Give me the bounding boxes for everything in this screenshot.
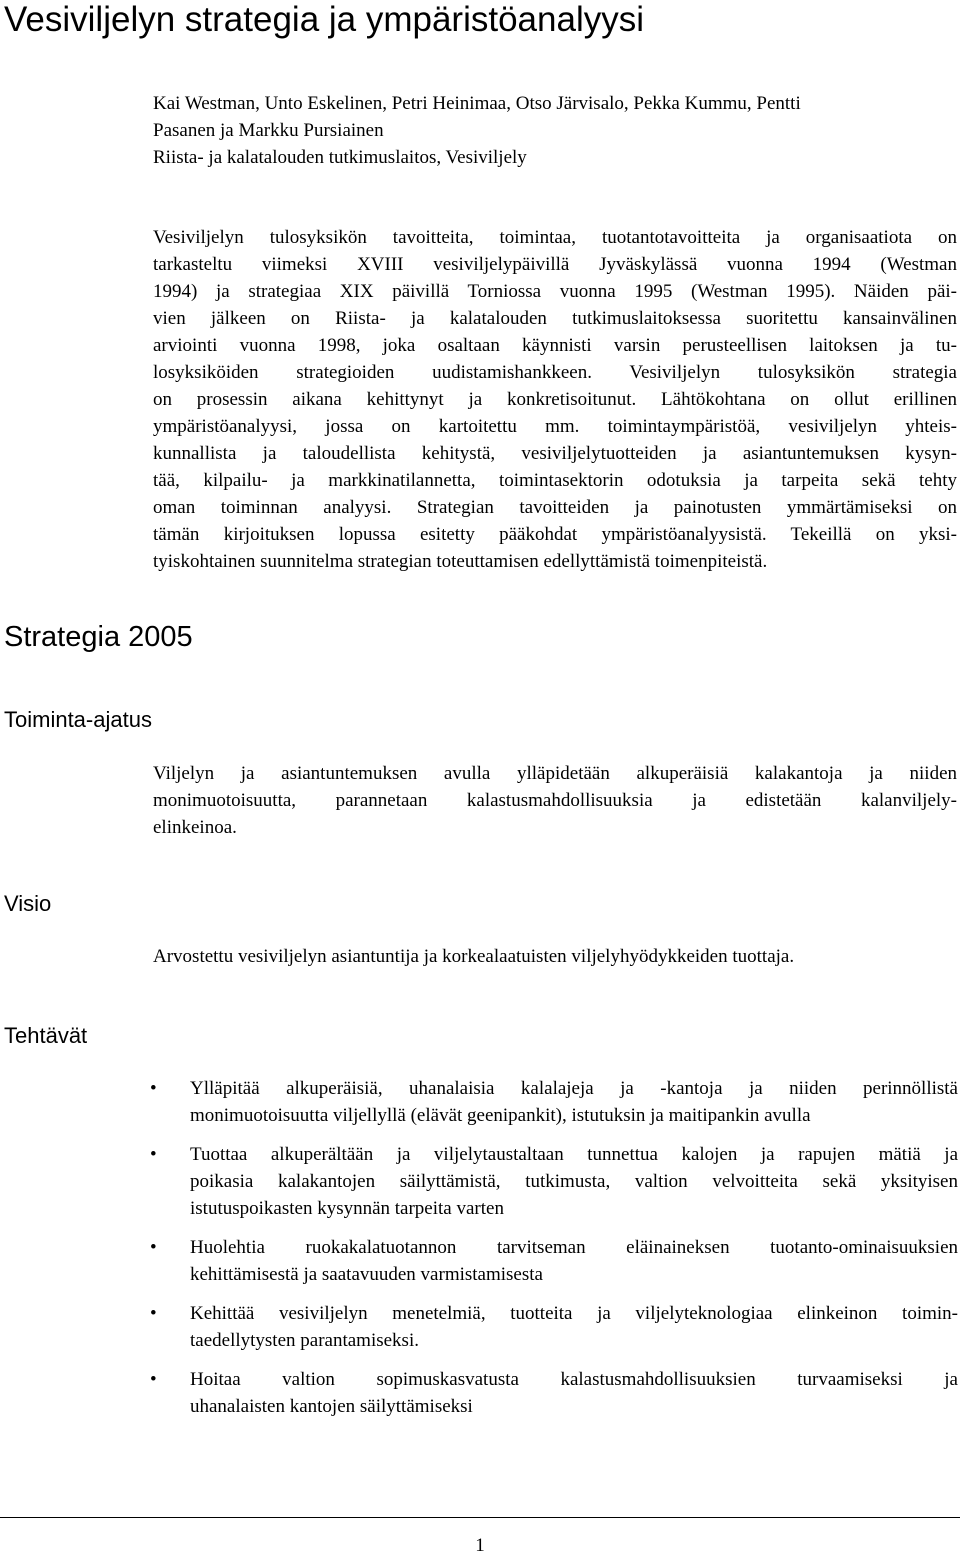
intro-line: tää, kilpailu- ja markkinatilannetta, toimintasektorin odotuksia ja tarpeita sekä tehty [153,470,957,491]
list-item [150,1300,958,1354]
intro-line: tarkasteltu viimeksi XVIII vesiviljelypäivillä Jyväskylässä vuonna 1994 (Westman [153,254,957,275]
task-line: istutuspoikasten kysynnän tarpeita varten [190,1198,504,1219]
vision-heading: Visio [4,891,52,916]
intro-line: tämän kirjoituksen lopussa esitetty pääkohdat ympäristöanalyysistä. Tekeillä on yksi- [153,524,957,545]
list-item [150,1075,958,1129]
author-names-line-1: Kai Westman, Unto Eskelinen, Petri Heinimaa, Otso Järvisalo, Pekka Kummu, Pentti [153,93,801,114]
bullet-icon: • [150,1078,157,1099]
author-affiliation: Riista- ja kalatalouden tutkimuslaitos, Vesiviljely [153,147,527,168]
intro-line: losyksiköiden strategioiden uudistamishankkeen. Vesiviljelyn tulosyksikön strategia [153,362,957,383]
bullet-icon: • [150,1369,157,1390]
intro-line: kunnallista ja taloudellista kehitystä, vesiviljelytuotteiden ja asiantuntemuksen kysyn- [153,443,957,464]
task-line: kehittämisestä ja saatavuuden varmistamisesta [190,1264,543,1285]
task-line: poikasia kalakantojen säilyttämistä, tutkimusta, valtion velvoitteita sekä yksityisen [190,1171,958,1192]
task-line: Hoitaa valtion sopimuskasvatusta kalastusmahdollisuuksien turvaamiseksi ja [190,1369,958,1390]
intro-line: on prosessin aikana kehittynyt ja konkretisoitunut. Lähtökohtana on ollut erillinen [153,389,957,410]
footer-divider [0,1517,960,1518]
mission-line: Viljelyn ja asiantuntemuksen avulla ylläpidetään alkuperäisiä kalakantoja ja niiden [153,763,957,784]
intro-line: ympäristöanalyysi, jossa on kartoitettu mm. toimintaympäristöä, vesiviljelyn yhteis- [153,416,957,437]
intro-line: oman toiminnan analyysi. Strategian tavoitteiden ja painotusten ymmärtämiseksi on [153,497,957,518]
tasks-heading: Tehtävät [4,1023,88,1048]
intro-line: vien jälkeen on Riista- ja kalatalouden tutkimuslaitoksessa suoritettu kansainvälinen [153,308,957,329]
author-names-line-2: Pasanen ja Markku Pursiainen [153,120,384,141]
task-line: monimuotoisuutta viljellyllä (elävät geenipankit), istutuksin ja maitipankin avulla [190,1105,811,1126]
tasks-list [150,1075,958,1432]
bullet-icon: • [150,1303,157,1324]
strategy-heading: Strategia 2005 [4,621,193,653]
list-item [150,1234,958,1288]
bullet-icon: • [150,1144,157,1165]
author-block [153,90,957,171]
bullet-icon: • [150,1237,157,1258]
task-line: uhanalaisten kantojen säilyttämiseksi [190,1396,473,1417]
intro-line: Vesiviljelyn tulosyksikön tavoitteita, toimintaa, tuotantotavoitteita ja organisaatiota on [153,227,957,248]
mission-paragraph [153,760,957,841]
intro-line: arviointi vuonna 1998, joka osaltaan käynnisti varsin perusteellisen laitoksen ja tu- [153,335,957,356]
task-line: Kehittää vesiviljelyn menetelmiä, tuotteita ja viljelyteknologiaa elinkeinon toimin- [190,1303,958,1324]
list-item [150,1141,958,1222]
task-line: Ylläpitää alkuperäisiä, uhanalaisia kalalajeja ja -kantoja ja niiden perinnöllistä [190,1078,958,1099]
list-item [150,1366,958,1420]
task-line: Tuottaa alkuperältään ja viljelytaustaltaan tunnettua kalojen ja rapujen mätiä ja [190,1144,958,1165]
task-line: Huolehtia ruokakalatuotannon tarvitseman eläinaineksen tuotanto-ominaisuuksien [190,1237,958,1258]
vision-line: Arvostettu vesiviljelyn asiantuntija ja korkealaatuisten viljelyhyödykkeiden tuottaja. [153,946,795,967]
mission-line: monimuotoisuutta, parannetaan kalastusmahdollisuuksia ja edistetään kalanviljely- [153,790,957,811]
vision-paragraph [153,943,957,970]
mission-line: elinkeinoa. [153,817,237,838]
task-line: taedellytysten parantamiseksi. [190,1330,419,1351]
mission-heading: Toiminta-ajatus [4,707,152,732]
intro-line: tyiskohtainen suunnitelma strategian toteuttamisen edellyttämistä toimenpiteistä. [153,551,768,572]
page-number: 1 [475,1535,485,1556]
document-title: Vesiviljelyn strategia ja ympäristöanalyysi [4,0,644,39]
intro-line: 1994) ja strategiaa XIX päivillä Torniossa vuonna 1995 (Westman 1995). Näiden päi- [153,281,957,302]
intro-paragraph [153,224,957,575]
